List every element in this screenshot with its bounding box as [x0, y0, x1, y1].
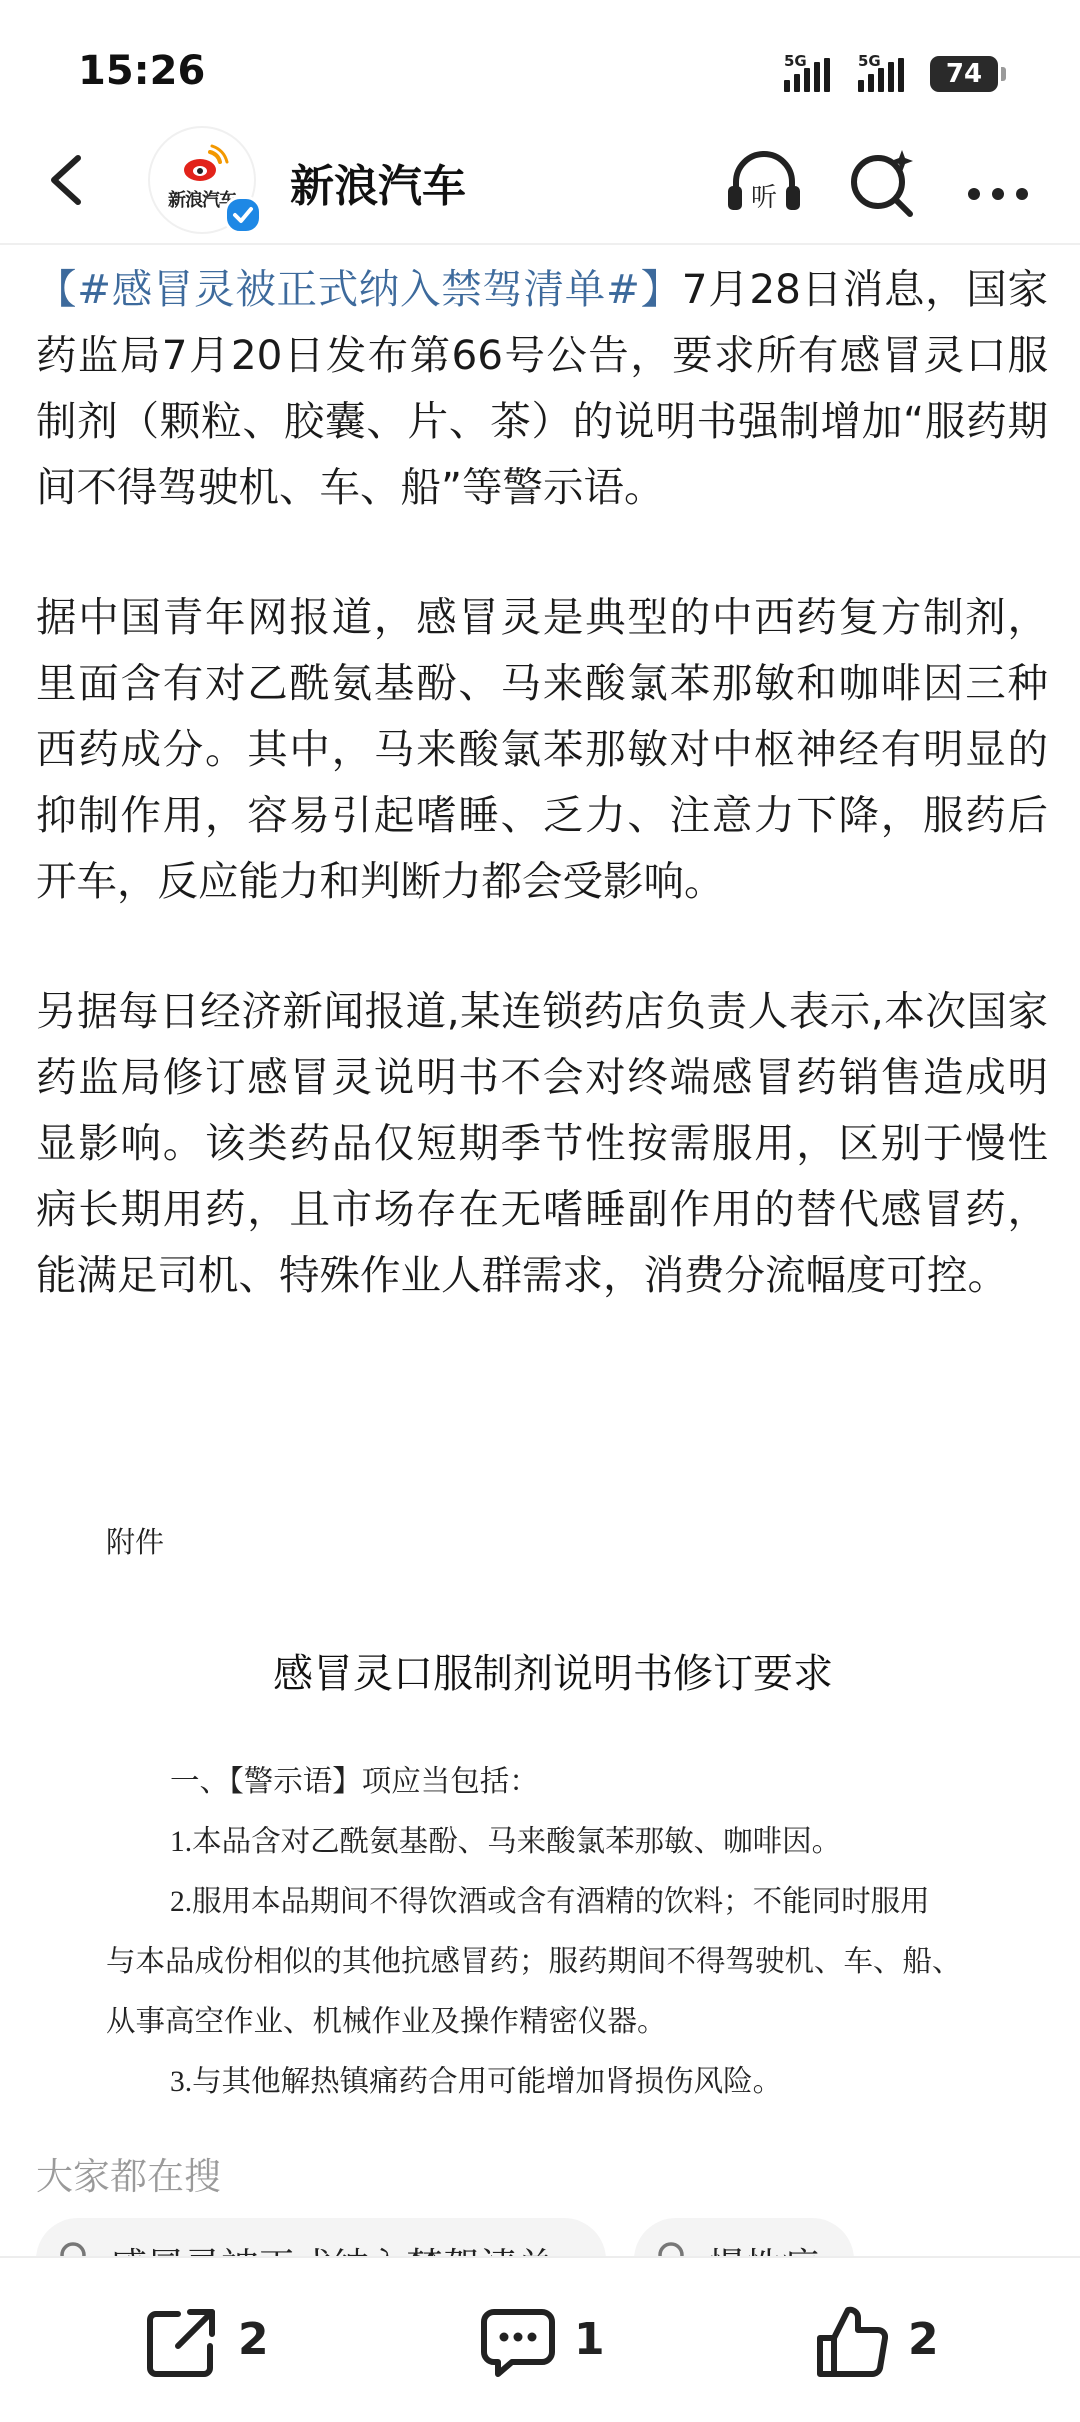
verified-badge-icon — [224, 196, 262, 234]
share-count: 2 — [238, 2314, 269, 2365]
comment-icon — [478, 2302, 558, 2382]
document-line: 1.本品含对乙酰氨基酚、马来酸氯苯那敏、咖啡因。 — [170, 1826, 842, 1858]
like-count: 2 — [908, 2314, 939, 2365]
topic-hashtag-link[interactable]: 【#感冒灵被正式纳入禁驾清单#】 — [36, 265, 682, 313]
comment-count: 1 — [574, 2314, 605, 2365]
listen-icon[interactable] — [722, 142, 806, 226]
battery-level: 74 — [945, 59, 983, 89]
comment-button[interactable] — [478, 2302, 628, 2382]
article-paragraph-1 — [36, 256, 1048, 520]
avatar-logo-text: 新浪汽车 — [168, 190, 236, 211]
network-type-label-2: 5G — [858, 52, 881, 70]
signal-strength-icon — [784, 52, 830, 92]
search-icon[interactable] — [840, 142, 924, 226]
status-bar — [0, 0, 1080, 130]
trending-search-title: 大家都在搜 — [36, 2155, 221, 2198]
status-time: 15:26 — [78, 48, 206, 94]
nav-divider — [0, 243, 1080, 245]
document-title: 感冒灵口服制剂说明书修订要求 — [273, 1651, 833, 1696]
attached-document-image[interactable] — [36, 1498, 1048, 2138]
article-body — [36, 256, 1048, 1372]
share-icon — [142, 2302, 222, 2382]
listen-icon-label: 听 — [750, 183, 778, 213]
document-line: 一、【警示语】项应当包括： — [170, 1766, 539, 1798]
document-line: 3.与其他解热镇痛药合用可能增加肾损伤风险。 — [170, 2066, 783, 2098]
document-line: 2.服用本品期间不得饮酒或含有酒精的饮料；不能同时服用 — [170, 1886, 930, 1918]
attachment-label: 附件 — [106, 1525, 165, 1559]
battery-icon — [930, 56, 998, 92]
like-button[interactable] — [812, 2302, 962, 2382]
share-button[interactable] — [142, 2302, 292, 2382]
account-name[interactable]: 新浪汽车 — [290, 161, 466, 212]
document-line: 与本品成份相似的其他抗感冒药；服药期间不得驾驶机、车、船、 — [106, 1946, 962, 1978]
thumbs-up-icon — [812, 2302, 892, 2382]
article-paragraph-3: 另据每日经济新闻报道,某连锁药店负责人表示,本次国家药监局修订感冒灵说明书不会对终端感冒药销售造成明显影响。该类药品仅短期季节性按需服用，区别于慢性病长期用药，且市场存在无嗜睡副作用的替代感冒药，能满足司机、特殊作业人群需求，消费分流幅度可控。 — [36, 987, 1048, 1299]
paragraph-1-text: 7月28日消息，国家药监局7月20日发布第66号公告，要求所有感冒灵口服制剂（颗粒、胶囊、片、茶）的说明书强制增加“服药期间不得驾驶机、车、船”等警示语。 — [36, 265, 1048, 511]
back-arrow-icon[interactable] — [38, 150, 98, 210]
document-line: 从事高空作业、机械作业及操作精密仪器。 — [106, 2006, 667, 2038]
signal-strength-icon-2 — [858, 52, 904, 92]
bottom-action-bar — [0, 2256, 1080, 2422]
more-icon[interactable] — [956, 142, 1040, 226]
sina-eye-logo-icon — [172, 144, 232, 184]
network-type-label: 5G — [784, 52, 807, 70]
article-paragraph-2: 据中国青年网报道，感冒灵是典型的中西药复方制剂，里面含有对乙酰氨基酚、马来酸氯苯那敏和咖啡因三种西药成分。其中，马来酸氯苯那敏对中枢神经有明显的抑制作用，容易引起嗜睡、乏力、注意力下降，服药后开车，反应能力和判断力都会受影响。 — [36, 593, 1048, 905]
top-nav-bar — [0, 120, 1080, 240]
